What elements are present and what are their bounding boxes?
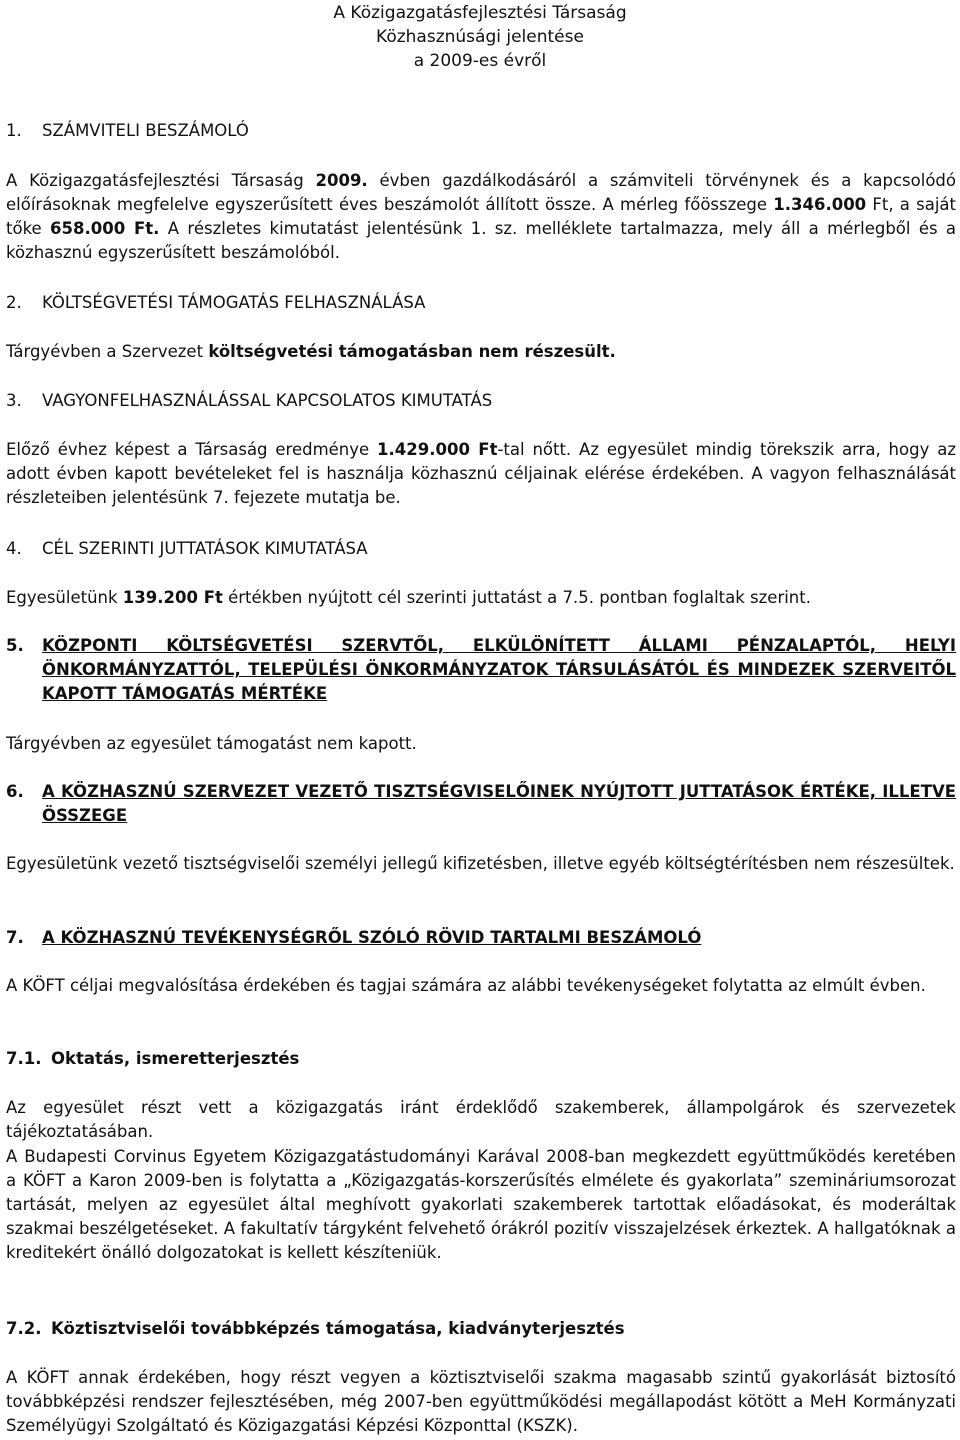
section-7-1-paragraph-2: A Budapesti Corvinus Egyetem Közigazgatástudományi Karával 2008-ban megkezdett együttműködés keretében a KÖFT a Karon 2009-ben is folytatta a „Közigazgatás-korszerűsítés elmélete és gyakorlata” szemináriumsorozat tartását, melyen az egyesület által meghívott gyakorlati szakemberek tartottak előadásokat, és moderáltak szakmai beszélgetéseket. A fakultatív tárgyként felvehető órákról pozitív visszajelzések érkeztek. A hallgatóknak a kreditekért önálló dolgozatokat is kellett készíteniük. — [6, 1147, 956, 1262]
document-header — [0, 1, 960, 73]
section-6-paragraph: Egyesületünk vezető tisztségviselői személyi jellegű kifizetésben, illetve egyéb költségtérítésben nem részesültek. — [6, 854, 955, 873]
section-number: 7. — [6, 928, 24, 947]
section-3-paragraph: Előző évhez képest a Társaság eredménye 1.429.000 Ft-tal nőtt. Az egyesület mindig törekszik arra, hogy az adott évben kapott bevételeket fel is használja közhasznú céljainak elérése érdekében. A vagyon felhasználását részleteiben jelentésünk 7. fejezete mutatja be. — [6, 440, 956, 507]
section-5-paragraph: Tárgyévben az egyesület támogatást nem kapott. — [6, 734, 417, 753]
section-4-heading — [6, 537, 956, 561]
section-title: KÖZPONTI KÖLTSÉGVETÉSI SZERVTŐL, ELKÜLÖNÍTETT ÁLLAMI PÉNZALAPTÓL, HELYI ÖNKORMÁNYZATTÓL, TELEPÜLÉSI ÖNKORMÁNYZATOK TÁRSULÁSÁTÓL ÉS MINDEZEK SZERVEITŐL KAPOTT TÁMOGATÁS MÉRTÉKE — [42, 636, 956, 703]
section-title: SZÁMVITELI BESZÁMOLÓ — [42, 121, 249, 140]
section-title: A KÖZHASZNÚ SZERVEZET VEZETŐ TISZTSÉGVISELŐINEK NYÚJTOTT JUTTATÁSOK ÉRTÉKE, ILLETVE ÖSSZEGE — [42, 782, 956, 825]
section-number: 7.2. — [6, 1319, 42, 1338]
section-7-1-paragraph-1: Az egyesület részt vett a közigazgatás iránt érdeklődő szakemberek, állampolgárok és szervezetek tájékoztatásában. — [6, 1098, 956, 1141]
section-number: 7.1. — [6, 1049, 42, 1068]
section-7-paragraph: A KÖFT céljai megvalósítása érdekében és tagjai számára az alábbi tevékenységeket folytatta az elmúlt évben. — [6, 976, 926, 995]
section-number: 3. — [6, 391, 22, 410]
section-1-heading — [6, 119, 956, 143]
section-1-paragraph: A Közigazgatásfejlesztési Társaság 2009. évben gazdálkodásáról a számviteli törvénynek és a kapcsolódó előírásoknak megfelelve egyszerűsített éves beszámolót állított össze. A mérleg főösszege 1.346.000 Ft, a saját tőke 658.000 Ft. A részletes kimutatást jelentésünk 1. sz. melléklete tartalmazza, mely áll a mérlegből és a közhasznú egyszerűsített beszámolóból. — [6, 171, 957, 262]
header-organization: A Közigazgatásfejlesztési Társaság — [333, 3, 627, 23]
section-number: 4. — [6, 539, 22, 558]
section-6-heading — [6, 780, 956, 828]
section-number: 1. — [6, 121, 22, 140]
section-3-heading — [6, 389, 956, 413]
header-year: a 2009-es évről — [413, 51, 547, 71]
section-2-paragraph: Tárgyévben a Szervezet költségvetési támogatásban nem részesült. — [6, 342, 616, 361]
section-7-2-paragraph: A KÖFT annak érdekében, hogy részt vegyen a köztisztviselői szakma magasabb szintű gyakorlását biztosító továbbképzési rendszer fejlesztésében, még 2007-ben együttműködési megállapodást kötött a MeH Kormányzati Személyügyi Szolgáltató és Közigazgatási Képzési Központtal (KSZK). — [6, 1368, 956, 1435]
section-5-heading — [6, 634, 956, 706]
section-number: 5. — [6, 636, 24, 655]
section-number: 6. — [6, 782, 24, 801]
section-4-paragraph: Egyesületünk 139.200 Ft értékben nyújtott cél szerinti juttatást a 7.5. pontban foglaltak szerint. — [6, 588, 811, 607]
section-title: KÖLTSÉGVETÉSI TÁMOGATÁS FELHASZNÁLÁSA — [42, 293, 426, 312]
section-7-2-heading — [6, 1317, 956, 1341]
header-report-title: Közhasznúsági jelentése — [376, 27, 584, 47]
section-title: CÉL SZERINTI JUTTATÁSOK KIMUTATÁSA — [42, 539, 368, 558]
section-7-1-heading — [6, 1047, 956, 1071]
section-number: 2. — [6, 293, 22, 312]
section-title: Oktatás, ismeretterjesztés — [51, 1049, 300, 1068]
section-title: A KÖZHASZNÚ TEVÉKENYSÉGRŐL SZÓLÓ RÖVID TARTALMI BESZÁMOLÓ — [42, 928, 702, 947]
section-7-heading — [6, 926, 956, 950]
section-title: Köztisztviselői továbbképzés támogatása, kiadványterjesztés — [51, 1319, 625, 1338]
section-title: VAGYONFELHASZNÁLÁSSAL KAPCSOLATOS KIMUTATÁS — [42, 391, 493, 410]
section-2-heading — [6, 291, 956, 315]
